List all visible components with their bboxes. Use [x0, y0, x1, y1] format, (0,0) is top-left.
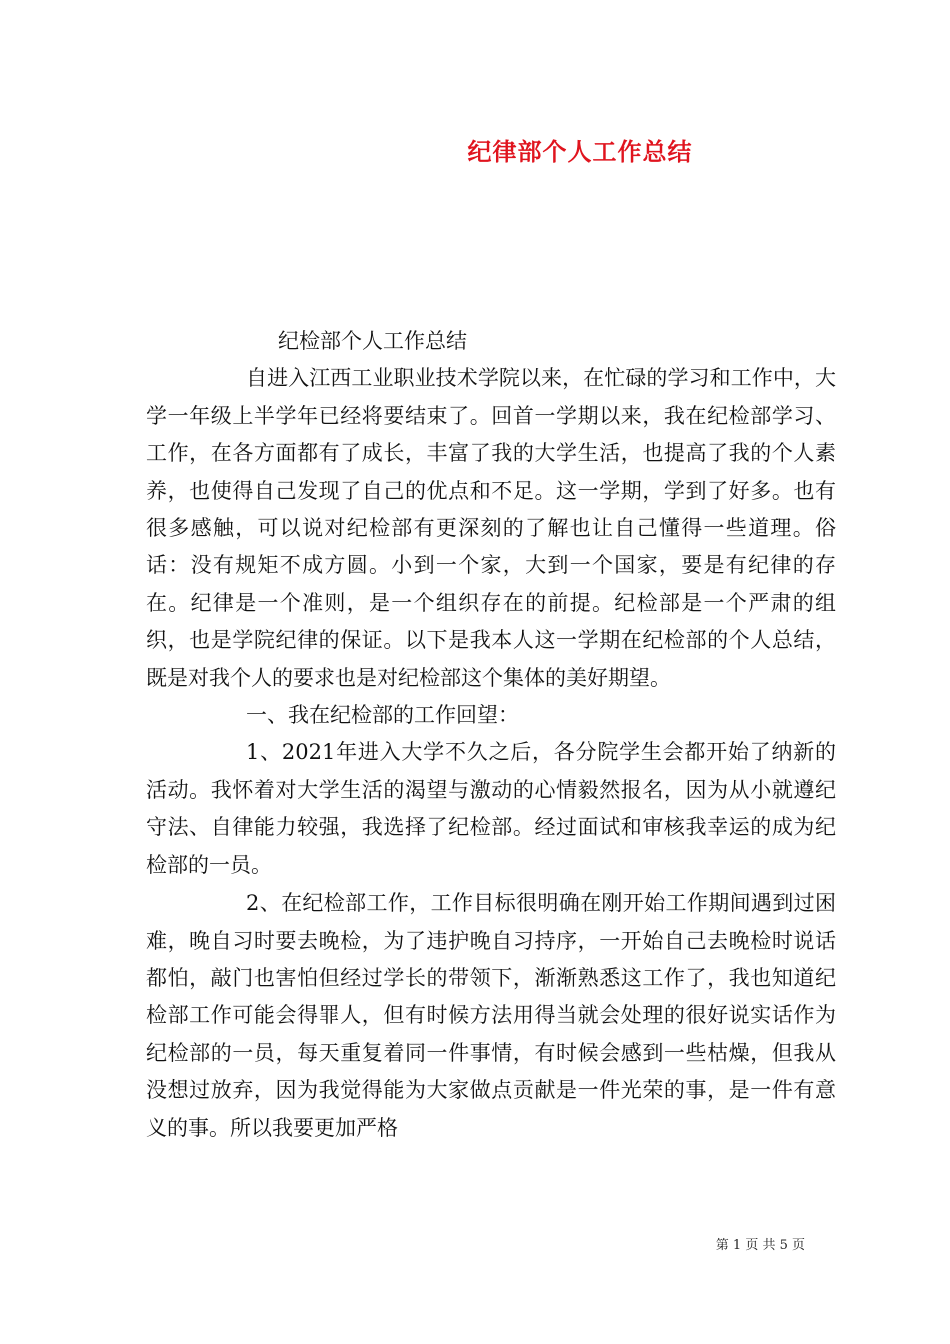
paragraph-item-1: 1、2021年进入大学不久之后，各分院学生会都开始了纳新的活动。我怀着对大学生活的渴望与激动的心情毅然报名，因为从小就遵纪守法、自律能力较强，我选择了纪检部。经过面试和审核我幸运的成为纪检部的一员。	[146, 740, 836, 877]
page-number: 第 1 页 共 5 页	[715, 1238, 805, 1253]
document-title: 纪律部个人工作总结	[467, 138, 693, 166]
section-heading-work-review: 一、我在纪检部的工作回望：	[246, 703, 519, 728]
document-subtitle: 纪检部个人工作总结	[278, 329, 467, 353]
paragraph-intro: 自进入江西工业职业技术学院以来，在忙碌的学习和工作中，大学一年级上半学年已经将要结束了。回首一学期以来，我在纪检部学习、工作，在各方面都有了成长，丰富了我的大学生活，也提高了我的个人素养，也使得自己发现了自己的优点和不足。这一学期，学到了好多。也有很多感触，可以说对纪检部有更深刻的了解也让自己懂得一些道理。俗话：没有规矩不成方圆。小到一个家，大到一个国家，要是有纪律的存在。纪律是一个准则，是一个组织存在的前提。纪检部是一个严肃的组织，也是学院纪律的保证。以下是我本人这一学期在纪检部的个人总结，既是对我个人的要求也是对纪检部这个集体的美好期望。	[146, 366, 836, 690]
document-body	[146, 323, 836, 1147]
paragraph-item-2: 2、在纪检部工作，工作目标很明确在刚开始工作期间遇到过困难，晚自习时要去晚检，为了违护晚自习持序，一开始自己去晚检时说话都怕，敲门也害怕但经过学长的带领下，渐渐熟悉这工作了，我也知道纪检部工作可能会得罪人，但有时候方法用得当就会处理的很好说实话作为纪检部的一员，每天重复着同一件事情，有时候会感到一些枯燥，但我从没想过放弃，因为我觉得能为大家做点贡献是一件光荣的事，是一件有意义的事。所以我要更加严格	[146, 891, 836, 1140]
